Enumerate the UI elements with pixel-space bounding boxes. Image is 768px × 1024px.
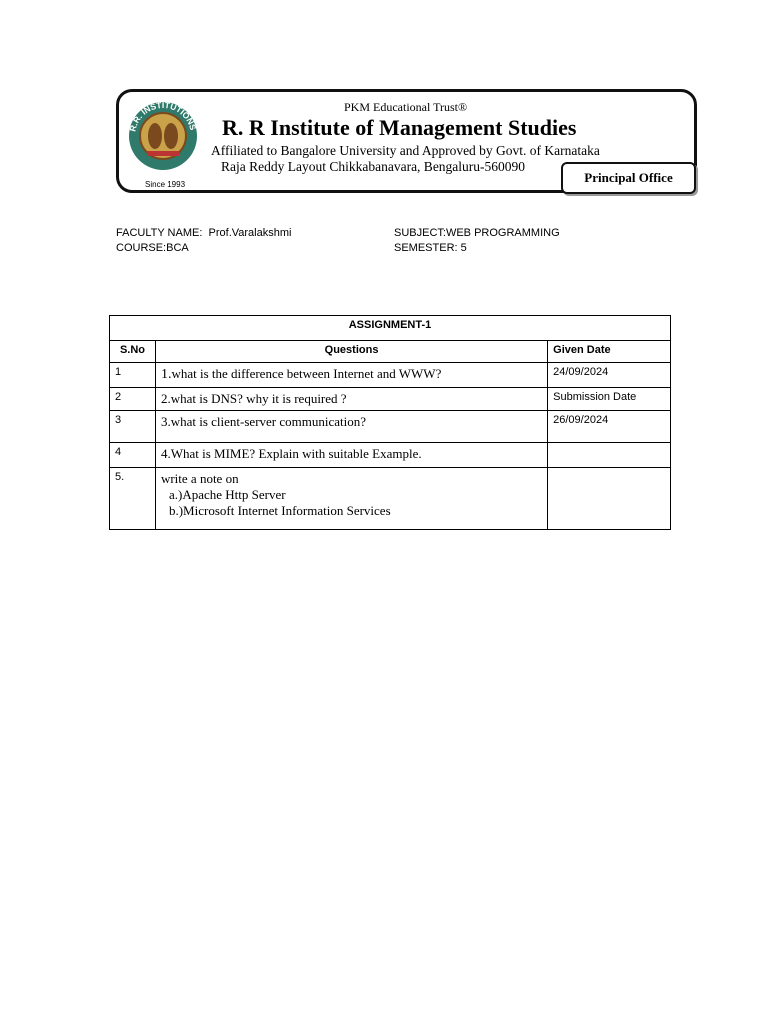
- table-row: [110, 468, 671, 530]
- faculty-name: Prof.Varalakshmi: [208, 227, 292, 239]
- header-sno: S.No: [110, 341, 156, 363]
- since-label: Since 1993: [145, 180, 186, 189]
- assignment-table: [109, 315, 671, 530]
- row-question: 3.what is client-server communication?: [155, 411, 547, 443]
- row-date: 24/09/2024: [548, 363, 671, 388]
- row-date: [548, 443, 671, 468]
- assignment-title: ASSIGNMENT-1: [110, 316, 671, 341]
- row-sno: 4: [110, 443, 156, 468]
- table-header-row: [110, 341, 671, 363]
- row-sno: 3: [110, 411, 156, 443]
- row-question: write a note on a.)Apache Http Server b.)Microsoft Internet Information Services: [155, 468, 547, 530]
- table-row: [110, 443, 671, 468]
- svg-text:R.R. INSTITUTIONS: R.R. INSTITUTIONS: [127, 99, 199, 133]
- header-questions: Questions: [155, 341, 547, 363]
- principal-office-box: Principal Office: [561, 162, 696, 194]
- row-question: 2.what is DNS? why it is required ?: [155, 388, 547, 411]
- institute-name: R. R Institute of Management Studies: [222, 115, 577, 140]
- table-row: [110, 363, 671, 388]
- trust-name: PKM Educational Trust®: [344, 100, 468, 114]
- row-date: 26/09/2024: [548, 411, 671, 443]
- affiliation-line: Affiliated to Bangalore University and Approved by Govt. of Karnataka: [211, 143, 600, 158]
- sub-item-b: b.)Microsoft Internet Information Services: [168, 503, 391, 518]
- row-sno: 1: [110, 363, 156, 388]
- institution-seal-icon: [125, 96, 201, 172]
- row-date: [548, 468, 671, 530]
- header-given-date: Given Date: [548, 341, 671, 363]
- table-row: [110, 388, 671, 411]
- table-title-row: [110, 316, 671, 341]
- sub-item-a: a.)Apache Http Server: [168, 487, 286, 502]
- table-row: [110, 411, 671, 443]
- row-sno: 5.: [110, 468, 156, 530]
- subject-line: SUBJECT:WEB PROGRAMMING: [394, 227, 560, 239]
- row-date: Submission Date: [548, 388, 671, 411]
- address-line: Raja Reddy Layout Chikkabanavara, Bengaluru-560090: [221, 159, 526, 174]
- course-line: COURSE:BCA: [116, 242, 189, 254]
- row-question: 1.what is the difference between Internet and WWW?: [155, 363, 547, 388]
- faculty-label: FACULTY NAME:: [116, 227, 203, 239]
- semester-line: SEMESTER: 5: [394, 242, 467, 254]
- row-question: 4.What is MIME? Explain with suitable Example.: [155, 443, 547, 468]
- faculty-line: [116, 227, 291, 239]
- row-sno: 2: [110, 388, 156, 411]
